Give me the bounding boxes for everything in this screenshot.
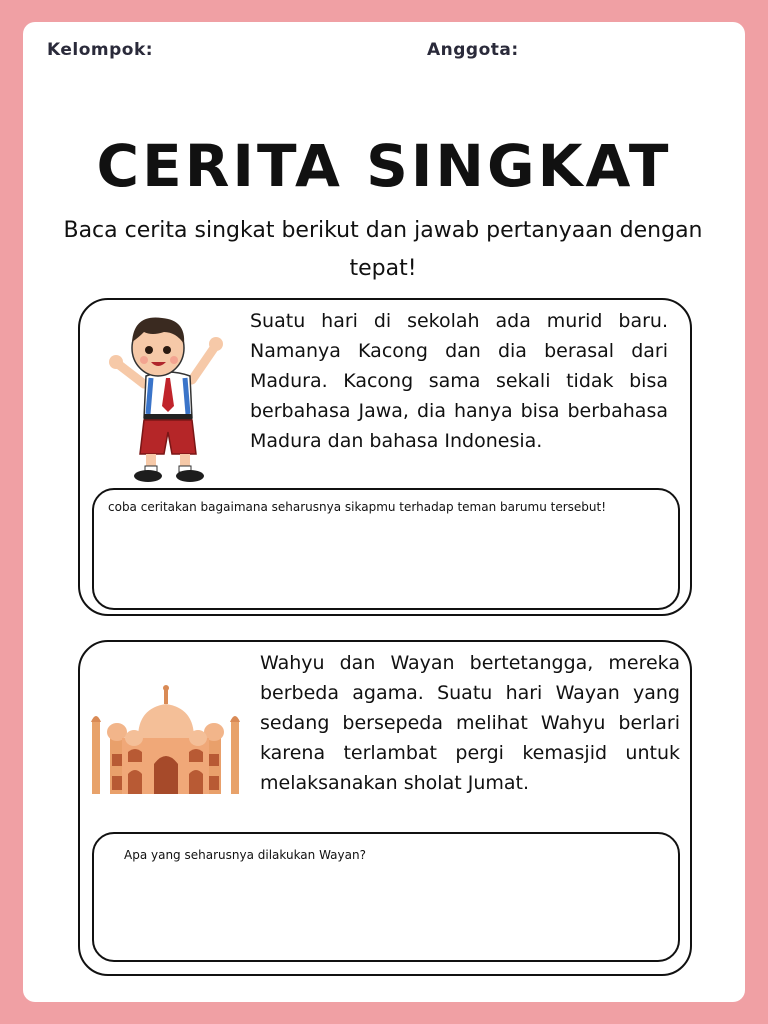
- question-text-2: Apa yang seharusnya dilakukan Wayan?: [124, 848, 366, 862]
- story-card-1: [78, 298, 692, 616]
- worksheet-page: [23, 22, 745, 1002]
- answer-box-1[interactable]: [92, 488, 680, 610]
- answer-box-2[interactable]: [92, 832, 680, 962]
- story-text-1: Suatu hari di sekolah ada murid baru. Namanya Kacong dan dia berasal dari Madura. Kacong sama sekali tidak bisa berbahasa Jawa, dia hanya bisa berbahasa Madura dan bahasa Indonesia.: [250, 310, 668, 452]
- schoolboy-illustration: [104, 306, 234, 486]
- story-card-2: [78, 640, 692, 976]
- kelompok-label: Kelompok:: [47, 40, 154, 60]
- instruction-text: Baca cerita singkat berikut dan jawab pertanyaan dengan tepat!: [63, 218, 703, 281]
- page-title: CERITA SINGKAT: [96, 132, 672, 200]
- question-text-1: coba ceritakan bagaimana seharusnya sikapmu terhadap teman barumu tersebut!: [108, 500, 607, 514]
- mosque-illustration: [88, 682, 243, 797]
- story-text-2: Wahyu dan Wayan bertetangga, mereka berbeda agama. Suatu hari Wayan yang sedang bersepeda melihat Wahyu berlari karena terlambat pergi kemasjid untuk melaksanakan sholat Jumat.: [260, 652, 680, 794]
- anggota-label: Anggota:: [427, 40, 519, 60]
